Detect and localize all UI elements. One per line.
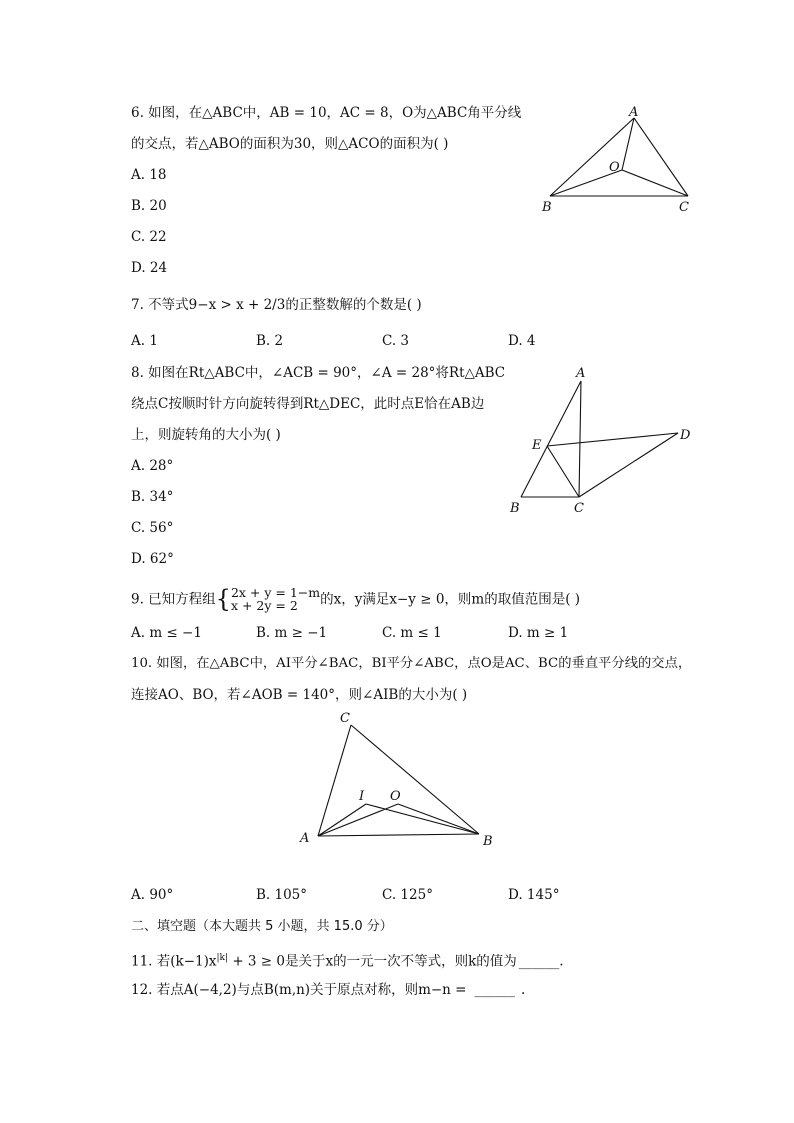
q8-option-b[interactable]: B. 34° bbox=[131, 489, 174, 505]
q12-answer-blank[interactable]: ______ bbox=[474, 982, 515, 998]
q8-option-c[interactable]: C. 56° bbox=[131, 520, 174, 536]
q10-option-d[interactable]: D. 145° bbox=[508, 887, 560, 903]
q7-option-d[interactable]: D. 4 bbox=[508, 333, 536, 349]
q9-equation-1: 2x + y = 1−m bbox=[230, 585, 321, 600]
q11-answer-blank[interactable]: ______ bbox=[518, 953, 560, 970]
q10-figure bbox=[296, 708, 506, 850]
q10-label-i: I bbox=[359, 789, 365, 804]
q9-equation-system: { 2x + y = 1−m x + 2y = 2 bbox=[215, 585, 321, 613]
q8-label-d: D bbox=[680, 428, 691, 443]
q8-stem-line3: 上，则旋转角的大小为( ) bbox=[131, 427, 281, 443]
q9-option-a[interactable]: A. m ≤ −1 bbox=[131, 625, 202, 641]
section2-heading: 二、填空题（本大题共 5 小题，共 15.0 分） bbox=[131, 919, 393, 934]
q10-option-c[interactable]: C. 125° bbox=[382, 887, 433, 903]
q6-option-b[interactable]: B. 20 bbox=[131, 198, 167, 214]
q8-label-b: B bbox=[510, 501, 520, 516]
q6-label-b: B bbox=[542, 200, 552, 215]
q6-label-o: O bbox=[609, 160, 620, 175]
q6-label-c: C bbox=[679, 200, 689, 215]
q10-option-b[interactable]: B. 105° bbox=[256, 887, 308, 903]
q7-option-b[interactable]: B. 2 bbox=[256, 333, 284, 349]
q10-stem-line1: 10. 如图，在△ABC中，AI平分∠BAC，BI平分∠ABC，点O是AC、BC的垂直平分线的交点， bbox=[131, 656, 692, 671]
q8-label-a: A bbox=[576, 366, 586, 381]
q6-option-a[interactable]: A. 18 bbox=[131, 167, 167, 183]
q8-figure bbox=[500, 362, 700, 520]
q7-stem: 7. 不等式9−x > x + 2/3的正整数解的个数是( ) bbox=[131, 297, 422, 313]
q9-stem-prefix: 9. 已知方程组 bbox=[131, 591, 216, 608]
q9-equation-2: x + 2y = 2 bbox=[230, 598, 298, 613]
q6-option-c[interactable]: C. 22 bbox=[131, 229, 167, 245]
q9-stem bbox=[131, 587, 580, 613]
q11-end: . bbox=[559, 953, 564, 970]
q6-option-d[interactable]: D. 24 bbox=[131, 260, 168, 276]
q8-option-d[interactable]: D. 62° bbox=[131, 551, 174, 567]
q8-label-e: E bbox=[532, 438, 542, 453]
q12-text: 12. 若点A(−4,2)与点B(m,n)关于原点对称，则m−n = bbox=[131, 982, 467, 998]
q10-stem-line2: 连接AO、BO，若∠AOB = 140°，则∠AIB的大小为( ) bbox=[131, 687, 468, 703]
q10-label-a: A bbox=[300, 831, 310, 846]
q12-stem bbox=[131, 981, 525, 999]
q9-option-b[interactable]: B. m ≥ −1 bbox=[256, 625, 328, 641]
q7-option-c[interactable]: C. 3 bbox=[382, 333, 410, 349]
q6-figure bbox=[538, 104, 708, 216]
q12-end: . bbox=[520, 982, 526, 998]
q11-stem bbox=[131, 949, 564, 971]
q8-option-a[interactable]: A. 28° bbox=[131, 458, 174, 474]
q11-suffix: + 3 ≥ 0是关于x的一元一次不等式，则k的值为 bbox=[228, 953, 517, 970]
q8-stem-line1: 8. 如图在Rt△ABC中，∠ACB = 90°，∠A = 28°将Rt△ABC bbox=[131, 365, 506, 381]
q7-option-a[interactable]: A. 1 bbox=[131, 333, 158, 349]
q10-label-b: B bbox=[483, 834, 493, 849]
q10-label-o: O bbox=[390, 789, 401, 804]
q9-option-d[interactable]: D. m ≥ 1 bbox=[508, 625, 569, 641]
q8-stem-line2: 绕点C按顺时针方向旋转得到Rt△DEC，此时点E恰在AB边 bbox=[131, 396, 485, 412]
q8-label-c: C bbox=[574, 501, 584, 516]
q6-stem-line1: 6. 如图，在△ABC中，AB = 10，AC = 8，O为△ABC角平分线 bbox=[131, 105, 522, 121]
q11-prefix: 11. 若(k−1)x bbox=[131, 953, 217, 970]
q6-label-a: A bbox=[629, 105, 639, 120]
q10-option-a[interactable]: A. 90° bbox=[131, 887, 174, 903]
q9-stem-suffix: 的x，y满足x−y ≥ 0，则m的取值范围是( ) bbox=[320, 591, 581, 608]
q10-label-c: C bbox=[340, 711, 350, 726]
q9-option-c[interactable]: C. m ≤ 1 bbox=[382, 625, 442, 641]
q6-stem-line2: 的交点，若△ABO的面积为30，则△ACO的面积为( ) bbox=[131, 136, 449, 152]
q11-exponent: |k| bbox=[216, 953, 229, 963]
